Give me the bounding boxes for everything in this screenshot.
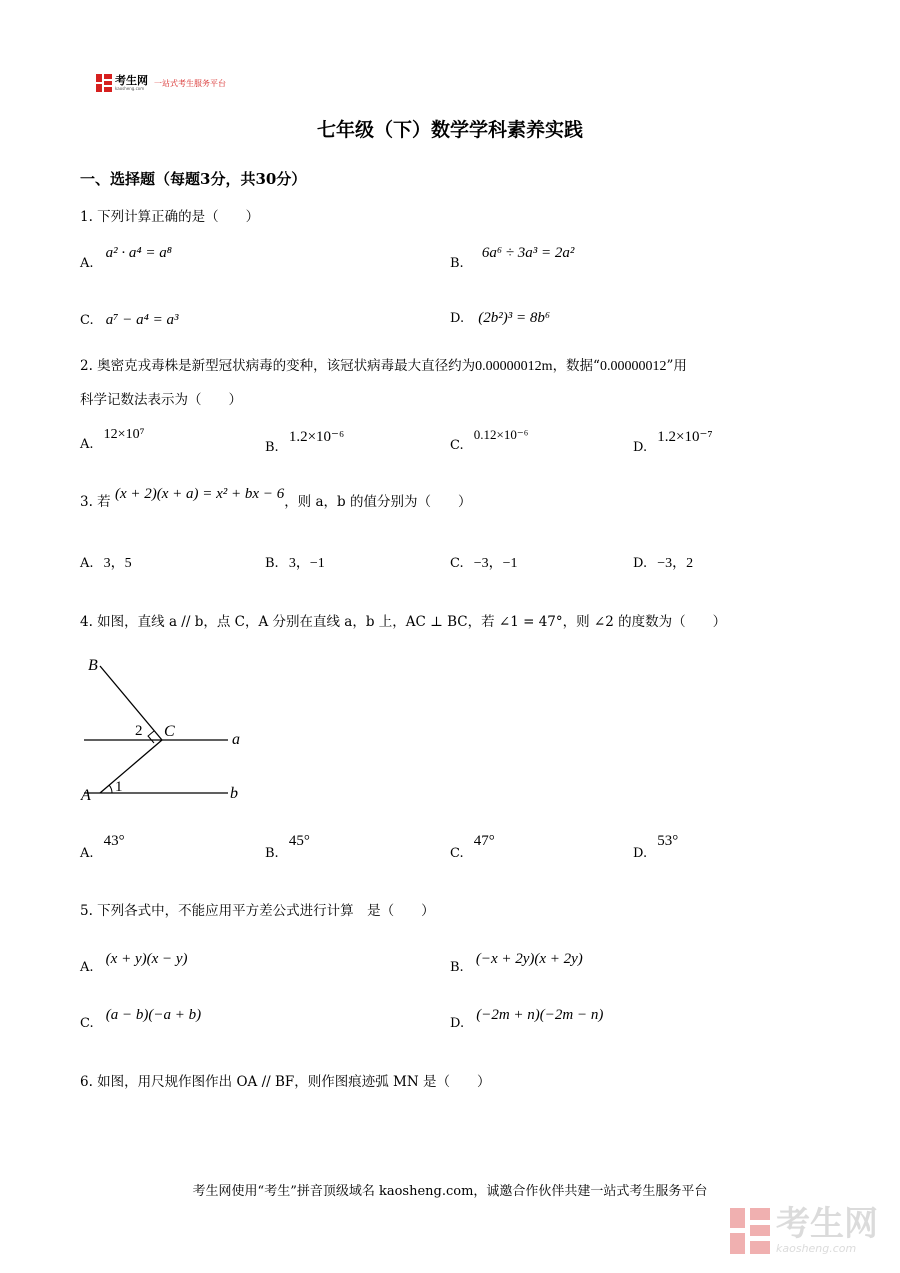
q2-stem-line2: 科学记数法表示为（ ）	[80, 392, 242, 408]
option-label: A.	[80, 256, 94, 271]
option-expr: 1.2×10⁻⁷	[657, 429, 713, 445]
section-heading: 一、选择题（每题3分，共30分）	[80, 170, 307, 188]
q2-option-c	[450, 427, 529, 453]
option-expr: 45°	[288, 833, 310, 849]
label-a: a	[232, 731, 240, 748]
q2-stem-mid: ，数据“	[552, 358, 600, 374]
option-expr: 6a⁶ ÷ 3a³ = 2a²	[481, 245, 575, 261]
option-label: D.	[450, 311, 465, 326]
option-label: A.	[80, 437, 94, 452]
option-label: D.	[633, 556, 648, 571]
q5-option-a	[80, 951, 188, 976]
q3-stem	[80, 486, 472, 512]
label-angle-2: 2	[135, 723, 143, 739]
page-footer: 考生网使用“考生”拼音顶级域名 kaosheng.com，诚邀合作伙伴共建一站式考生服务平台	[192, 1184, 708, 1199]
option-expr: a⁷ − a⁴ = a³	[105, 312, 179, 328]
option-expr: (a − b)(−a + b)	[105, 1007, 202, 1023]
brand-logo	[96, 72, 226, 94]
option-label: D.	[633, 846, 648, 861]
option-label: B.	[450, 960, 464, 975]
angle-1-arc	[109, 785, 112, 793]
option-label: A.	[80, 846, 94, 861]
segment-bc	[100, 666, 162, 740]
q4-figure	[78, 650, 258, 810]
label-C: C	[164, 723, 175, 740]
q3-option-d	[633, 552, 693, 572]
option-expr: 47°	[473, 833, 495, 849]
watermark	[730, 1206, 878, 1255]
option-expr: (−2m + n)(−2m − n)	[476, 1007, 604, 1023]
q5-stem: 5. 下列各式中，不能应用平方差公式进行计算 是（ ）	[80, 903, 435, 919]
q3-option-c	[450, 552, 518, 572]
q1-option-b	[450, 245, 575, 272]
q2-option-d	[633, 429, 713, 456]
q1-option-d	[450, 310, 550, 327]
watermark-domain: kaosheng.com	[776, 1242, 857, 1255]
watermark-text: 考生网	[776, 1204, 878, 1244]
option-label: B.	[265, 846, 279, 861]
q1-option-a	[80, 245, 172, 272]
option-label: B.	[265, 440, 279, 455]
watermark-logo-icon	[730, 1208, 770, 1254]
q3-option-b	[265, 552, 325, 572]
option-label: C.	[450, 438, 464, 453]
q2-stem-text: 2. 奥密克戎毒株是新型冠状病毒的变种，该冠状病毒最大直径约为	[80, 358, 476, 374]
q2-stem-end: ”用	[666, 358, 687, 374]
option-label: C.	[80, 1016, 94, 1031]
option-expr: 12×10⁷	[103, 427, 145, 442]
option-expr: 53°	[657, 833, 679, 849]
q6-stem: 6. 如图，用尺规作图作出 OA // BF，则作图痕迹弧 MN 是（ ）	[80, 1074, 491, 1090]
q5-option-d	[450, 1007, 604, 1032]
option-label: C.	[450, 846, 464, 861]
option-expr: 3，5	[103, 556, 132, 571]
q3-rest: ，则 a，b 的值分别为（ ）	[284, 494, 472, 510]
option-expr: −3，2	[657, 556, 694, 571]
q4-option-a	[80, 833, 125, 862]
option-expr: (−x + 2y)(x + 2y)	[475, 951, 583, 967]
label-A: A	[81, 787, 91, 804]
q4-option-c	[450, 833, 495, 862]
q2-option-a	[80, 427, 145, 453]
option-label: B.	[265, 556, 279, 571]
q1-option-c	[80, 312, 178, 329]
option-expr: (2b²)³ = 8b⁶	[478, 310, 551, 326]
q2-value1: 0.00000012m	[475, 359, 553, 374]
option-expr: 0.12×10⁻⁶	[473, 427, 529, 442]
q1-stem: 1. 下列计算正确的是（ ）	[80, 209, 260, 225]
q5-option-c	[80, 1007, 202, 1032]
page-title: 七年级（下）数学学科素养实践	[316, 119, 583, 141]
option-label: C.	[450, 556, 464, 571]
option-label: C.	[80, 313, 94, 328]
q3-num: 3. 若	[80, 494, 111, 510]
option-expr: 3，−1	[288, 556, 325, 571]
option-label: B.	[450, 256, 464, 271]
option-expr: 43°	[103, 833, 125, 849]
brand-name: 考生网	[115, 74, 148, 87]
brand-domain: kaosheng.com	[115, 86, 145, 91]
q2-stem-line1	[80, 356, 687, 377]
option-label: D.	[633, 440, 648, 455]
option-label: A.	[80, 556, 94, 571]
q4-stem: 4. 如图，直线 a // b，点 C，A 分别在直线 a，b 上，AC ⊥ BC，若 ∠1 = 47°，则 ∠2 的度数为（ ）	[80, 614, 727, 630]
option-expr: −3，−1	[473, 556, 518, 571]
option-expr: 1.2×10⁻⁶	[288, 429, 345, 445]
option-expr: (x + y)(x − y)	[105, 951, 188, 967]
q3-expr: (x + 2)(x + a) = x² + bx − 6	[114, 486, 285, 502]
q3-option-a	[80, 552, 132, 572]
label-B: B	[88, 657, 98, 674]
label-b: b	[230, 785, 238, 802]
q5-option-b	[450, 951, 583, 976]
q2-value2: 0.00000012	[599, 359, 667, 374]
label-angle-1: 1	[115, 779, 123, 795]
right-angle-mark	[148, 731, 154, 743]
option-label: A.	[80, 960, 94, 975]
q4-option-b	[265, 833, 310, 862]
option-expr: a² · a⁴ = a⁸	[105, 245, 172, 261]
q2-option-b	[265, 429, 345, 456]
option-label: D.	[450, 1016, 465, 1031]
q4-option-d	[633, 833, 679, 862]
brand-slogan: 一站式考生服务平台	[154, 78, 226, 88]
brand-logo-icon	[96, 74, 112, 92]
